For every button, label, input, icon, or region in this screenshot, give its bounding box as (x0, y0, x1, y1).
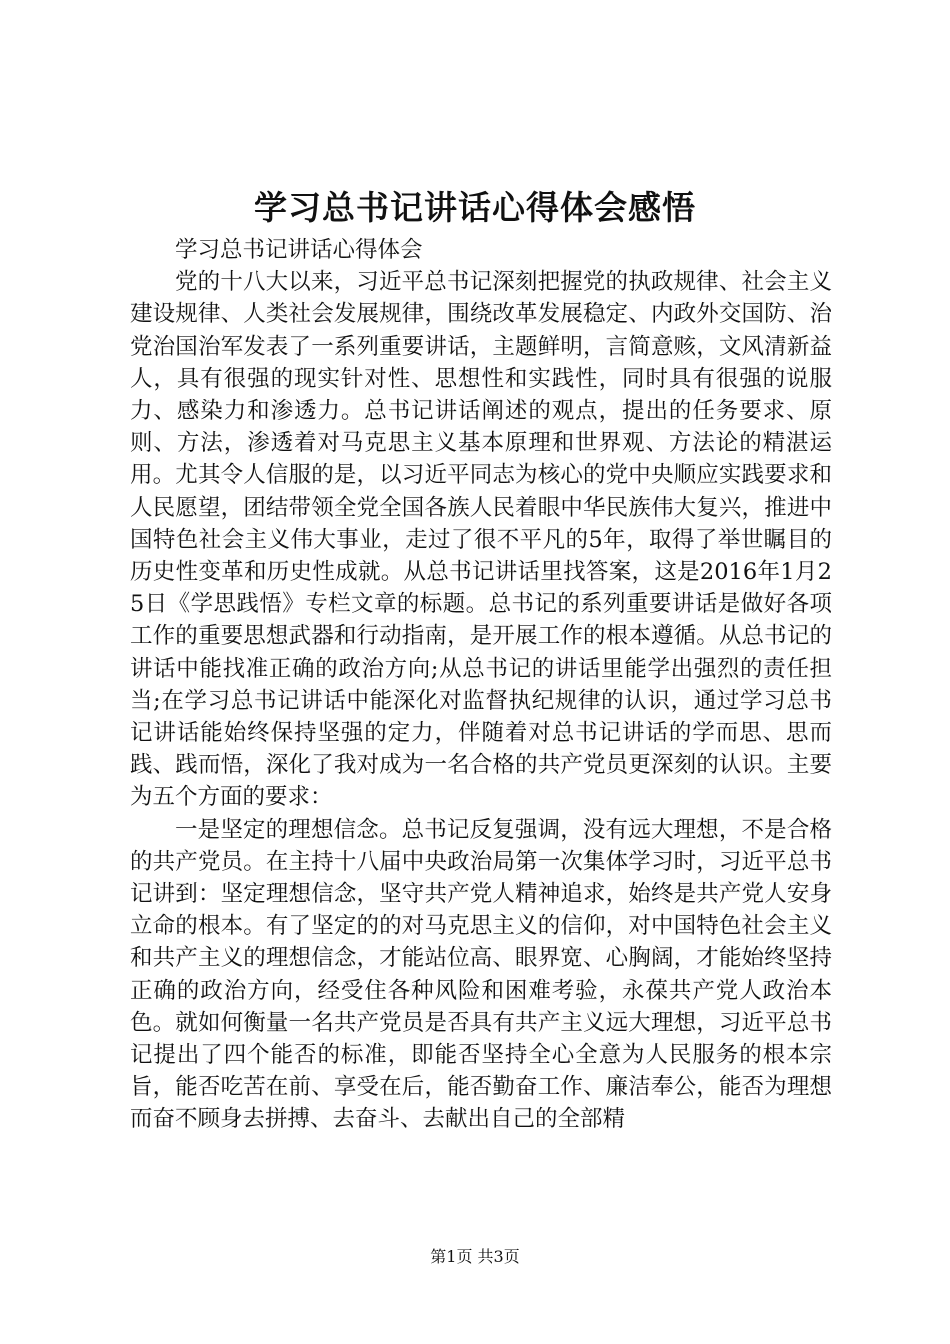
page-indicator: 第1页 共3页 (430, 1247, 520, 1266)
paragraph-point-one: 一是坚定的理想信念。总书记反复强调，没有远大理想，不是合格的共产党员。在主持十八届中央政治局第一次集体学习时，习近平总书记讲到：坚定理想信念，坚守共产党人精神追求，始终是共产党人安身立命的根本。有了坚定的的对马克思主义的信仰，对中国特色社会主义和共产主义的理想信念，才能站位高、眼界宽、心胸阔，才能始终坚持正确的政治方向，经受住各种风险和困难考验，永葆共产党人政治本色。就如何衡量一名共产党员是否具有共产主义远大理想，习近平总书记提出了四个能否的标准，即能否坚持全心全意为人民服务的根本宗旨，能否吃苦在前、享受在后，能否勤奋工作、廉洁奉公，能否为理想而奋不顾身去拼搏、去奋斗、去献出自己的全部精 (130, 816, 832, 1133)
paragraph-subtitle: 学习总书记讲话心得体会 (175, 237, 423, 263)
document-title: 学习总书记讲话心得体会感悟 (254, 188, 696, 227)
paragraph-intro: 党的十八大以来，习近平总书记深刻把握党的执政规律、社会主义建设规律、人类社会发展规律，围绕改革发展稳定、内政外交国防、治党治国治军发表了一系列重要讲话，主题鲜明，言简意赅，文风清新益人，具有很强的现实针对性、思想性和实践性，同时具有很强的说服力、感染力和渗透力。总书记讲话阐述的观点，提出的任务要求、原则、方法，渗透着对马克思主义基本原理和世界观、方法论的精湛运用。尤其令人信服的是，以习近平同志为核心的党中央顺应实践要求和人民愿望，团结带领全党全国各族人民着眼中华民族伟大复兴，推进中国特色社会主义伟大事业，走过了很不平凡的5年，取得了举世瞩目的历史性变革和历史性成就。从总书记讲话里找答案，这是2016年1月25日《学思践悟》专栏文章的标题。总书记的系列重要讲话是做好各项工作的重要思想武器和行动指南，是开展工作的根本遵循。从总书记的讲话中能找准正确的政治方向;从总书记的讲话里能学出强烈的责任担当;在学习总书记讲话中能深化对监督执纪规律的认识，通过学习总书记讲话能始终保持坚强的定力，伴随着对总书记讲话的学而思、思而践、践而悟，深化了我对成为一名合格的共产党员更深刻的认识。主要为五个方面的要求： (130, 269, 832, 811)
document-body (130, 234, 832, 1136)
